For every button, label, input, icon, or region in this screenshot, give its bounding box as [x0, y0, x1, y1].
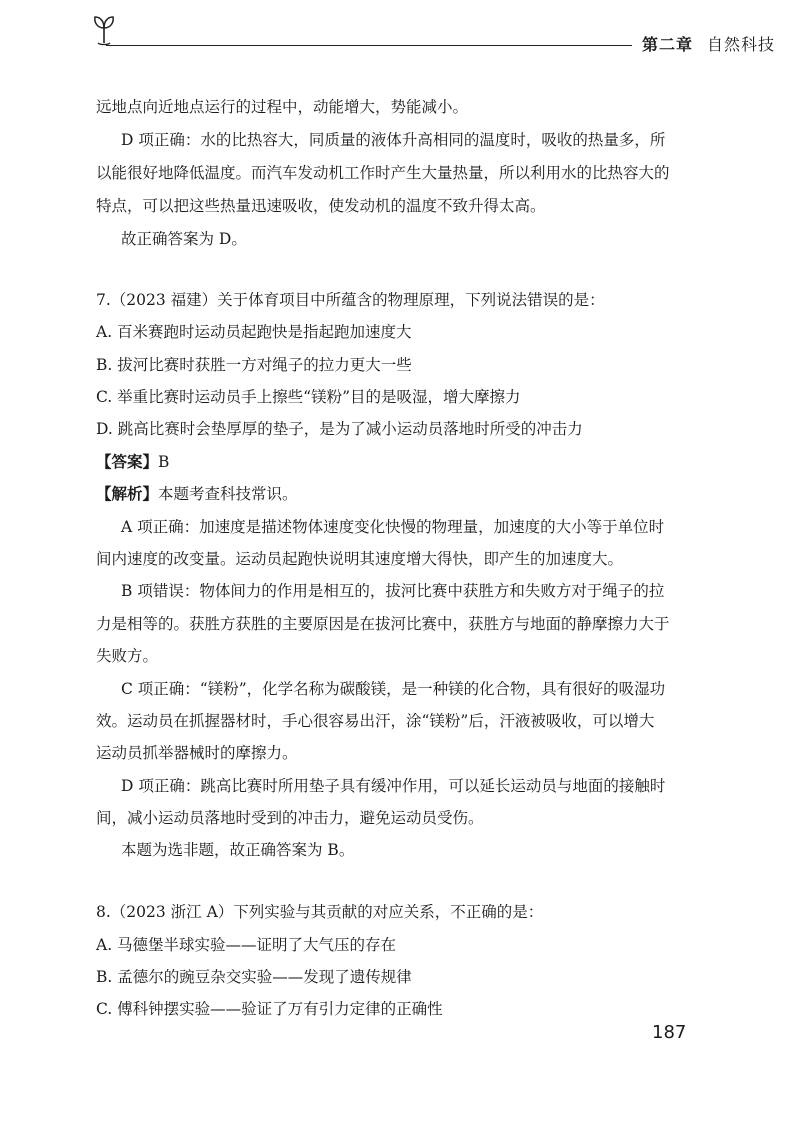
answer-line	[96, 451, 169, 473]
answer-value: B	[158, 453, 170, 471]
question-7-conclusion: 本题为选非题，故正确答案为 B。	[121, 841, 355, 859]
sprout-icon	[92, 12, 116, 46]
question-7-option-c: C. 举重比赛时运动员手上擦些“镁粉”目的是吸湿，增大摩擦力	[96, 388, 521, 406]
analysis-a-line: 间内速度的改变量。运动员起跑快说明其速度增大得快，即产生的加速度大。	[96, 550, 624, 568]
analysis-d-line: D 项正确：跳高比赛时所用垫子具有缓冲作用，可以延长运动员与地面的接触时	[121, 777, 666, 795]
question-8-option-b: B. 孟德尔的豌豆杂交实验——发现了遗传规律	[96, 968, 412, 986]
option-d-explanation-line: 以能很好地降低温度。而汽车发动机工作时产生大量热量，所以利用水的比热容大的	[96, 164, 670, 182]
analysis-b-line: 力是相等的。获胜方获胜的主要原因是在拔河比赛中，获胜方与地面的静摩擦力大于	[96, 615, 670, 633]
question-7-option-a: A. 百米赛跑时运动员起跑快是指起跑加速度大	[96, 323, 412, 341]
analysis-c-line: 效。运动员在抓握器材时，手心很容易出汗，涂“镁粉”后，汗液被吸收，可以增大	[96, 712, 655, 730]
question-7-option-b: B. 拔河比赛时获胜一方对绳子的拉力更大一些	[96, 356, 412, 374]
answer-conclusion: 故正确答案为 D。	[121, 230, 247, 248]
analysis-b-line: B 项错误：物体间力的作用是相互的，拔河比赛中获胜方和失败方对于绳子的拉	[121, 582, 665, 600]
analysis-a-line: A 项正确：加速度是描述物体速度变化快慢的物理量，加速度的大小等于单位时	[121, 518, 665, 536]
option-d-explanation-line: 特点，可以把这些热量迅速吸收，使发动机的温度不致升得太高。	[96, 197, 546, 215]
paragraph-continuation: 远地点向近地点运行的过程中，动能增大，势能减小。	[96, 98, 469, 116]
analysis-label: 【解析】	[96, 485, 159, 503]
question-7-stem: 7.（2023 福建）关于体育项目中所蕴含的物理原理，下列说法错误的是：	[96, 291, 605, 309]
analysis-c-line: C 项正确：“镁粉”，化学名称为碳酸镁，是一种镁的化合物，具有很好的吸湿功	[121, 680, 666, 698]
question-8-stem: 8.（2023 浙江 A）下列实验与其贡献的对应关系，不正确的是：	[96, 903, 544, 921]
analysis-d-line: 间，减小运动员落地时受到的冲击力，避免运动员受伤。	[96, 809, 484, 827]
answer-label: 【答案】	[96, 453, 159, 471]
chapter-number: 第二章	[642, 35, 694, 54]
analysis-c-line: 运动员抓举器械时的摩擦力。	[96, 744, 298, 762]
analysis-value: 本题考查科技常识。	[158, 485, 298, 503]
question-7-option-d: D. 跳高比赛时会垫厚厚的垫子，是为了减小运动员落地时所受的冲击力	[96, 420, 583, 438]
chapter-title	[642, 32, 775, 55]
option-d-explanation-line: D 项正确：水的比热容大，同质量的液体升高相同的温度时，吸收的热量多，所	[121, 131, 666, 149]
running-header	[92, 12, 776, 54]
question-8-option-a: A. 马德堡半球实验——证明了大气压的存在	[96, 936, 397, 954]
analysis-line	[96, 483, 298, 505]
header-rule	[106, 45, 632, 46]
analysis-b-line: 失败方。	[96, 647, 159, 665]
question-8-option-c: C. 傅科钟摆实验——验证了万有引力定律的正确性	[96, 1000, 443, 1018]
chapter-section: 自然科技	[707, 35, 776, 54]
page-number: 187	[652, 1022, 687, 1043]
